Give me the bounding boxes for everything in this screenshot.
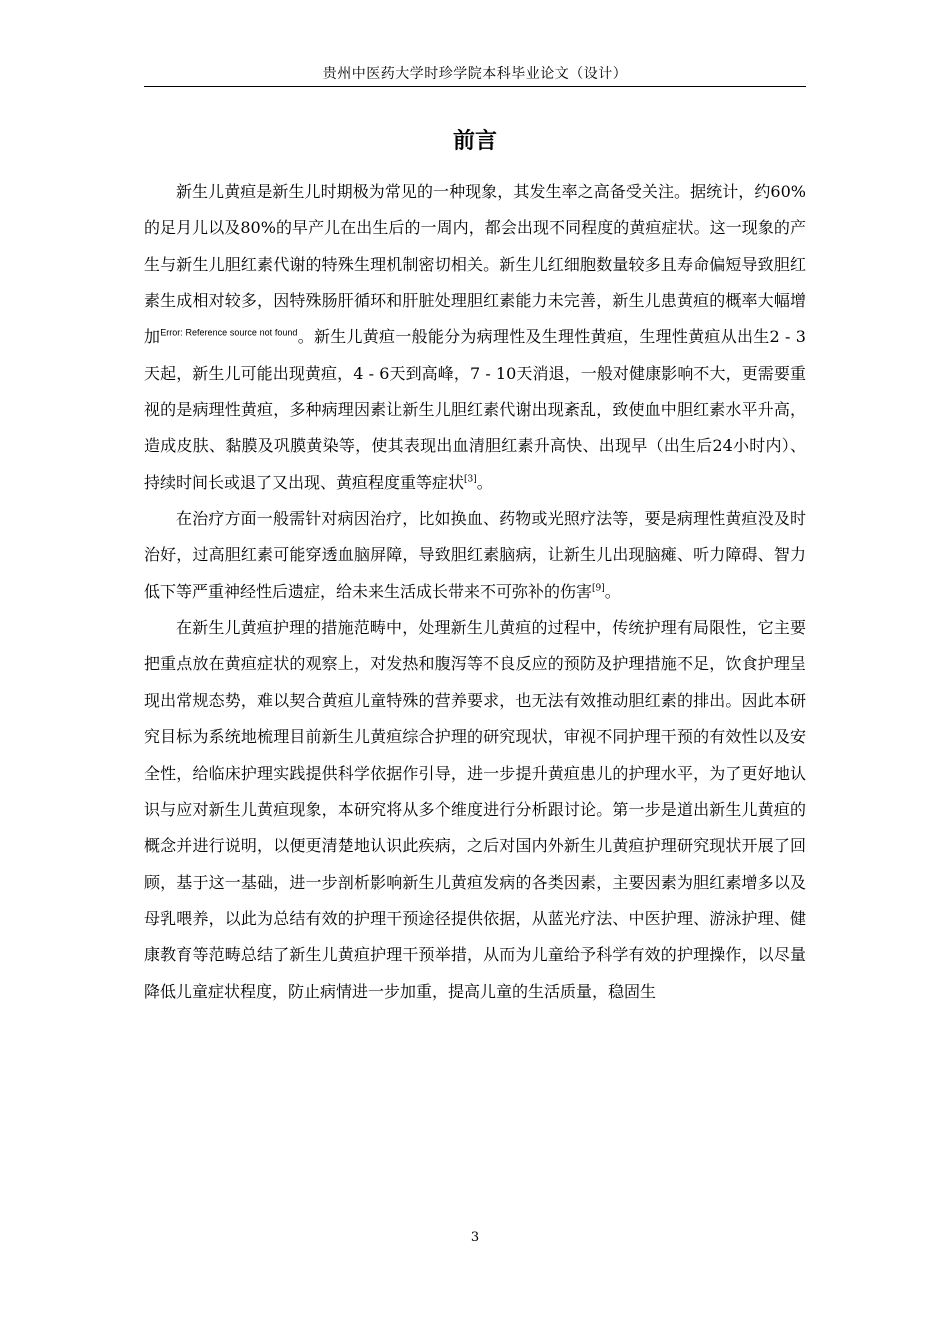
paragraph-1-text-c: 。	[476, 472, 493, 492]
citation-ref-9: [9]	[592, 583, 605, 594]
paragraph-2	[144, 501, 806, 610]
citation-error-ref: Error: Reference source not found	[160, 328, 298, 339]
header-divider	[144, 86, 806, 87]
paragraph-2-text-a: 在治疗方面一般需针对病因治疗，比如换血、药物或光照疗法等，要是病理性黄疸没及时治好，过高胆红素可能穿透血脑屏障，导致胆红素脑病，让新生儿出现脑瘫、听力障碍、智力低下等严重神经性后遗症，给未来生活成长带来不可弥补的伤害	[144, 509, 806, 601]
paragraph-1	[144, 174, 806, 501]
page-number: 3	[470, 1230, 480, 1245]
paragraph-1-text-a: 新生儿黄疸是新生儿时期极为常见的一种现象，其发生率之高备受关注。据统计，约60%的足月儿以及80%的早产儿在出生后的一周内，都会出现不同程度的黄疸症状。这一现象的产生与新生儿胆红素代谢的特殊生理机制密切相关。新生儿红细胞数量较多且寿命偏短导致胆红素生成相对较多，因特殊肠肝循环和肝脏处理胆红素能力未完善，新生儿患黄疸的概率大幅增加	[144, 182, 806, 347]
paragraph-2-text-b: 。	[604, 581, 621, 601]
citation-ref-3: [3]	[464, 474, 477, 485]
paragraph-1-text-b: 。新生儿黄疸一般能分为病理性及生理性黄疸，生理性黄疸从出生2 - 3天起，新生儿可能出现黄疸，4 - 6天到高峰，7 - 10天消退，一般对健康影响不大，更需要重视的是病理性黄疸，多种病理因素让新生儿胆红素代谢出现紊乱，致使血中胆红素水平升高，造成皮肤、黏膜及巩膜黄染等，使其表现出血清胆红素升高快、出现早（出生后24小时内）、持续时间长或退了又出现、黄疸程度重等症状	[144, 327, 806, 492]
section-title: 前言	[452, 128, 497, 154]
body-text	[144, 174, 806, 1010]
paragraph-3: 在新生儿黄疸护理的措施范畴中，处理新生儿黄疸的过程中，传统护理有局限性，它主要把重点放在黄疸症状的观察上，对发热和腹泻等不良反应的预防及护理措施不足，饮食护理呈现出常规态势，难以契合黄疸儿童特殊的营养要求，也无法有效推动胆红素的排出。因此本研究目标为系统地梳理目前新生儿黄疸综合护理的研究现状，审视不同护理干预的有效性以及安全性，给临床护理实践提供科学依据作引导，进一步提升黄疸患儿的护理水平，为了更好地认识与应对新生儿黄疸现象，本研究将从多个维度进行分析跟讨论。第一步是道出新生儿黄疸的概念并进行说明，以便更清楚地认识此疾病，之后对国内外新生儿黄疸护理研究现状开展了回顾，基于这一基础，进一步剖析影响新生儿黄疸发病的各类因素，主要因素为胆红素增多以及母乳喂养，以此为总结有效的护理干预途径提供依据，从蓝光疗法、中医护理、游泳护理、健康教育等范畴总结了新生儿黄疸护理干预举措，从而为儿童给予科学有效的护理操作，以尽量降低儿童症状程度，防止病情进一步加重，提高儿童的生活质量，稳固生	[144, 618, 806, 1001]
running-header: 贵州中医药大学时珍学院本科毕业论文（设计）	[322, 66, 628, 82]
